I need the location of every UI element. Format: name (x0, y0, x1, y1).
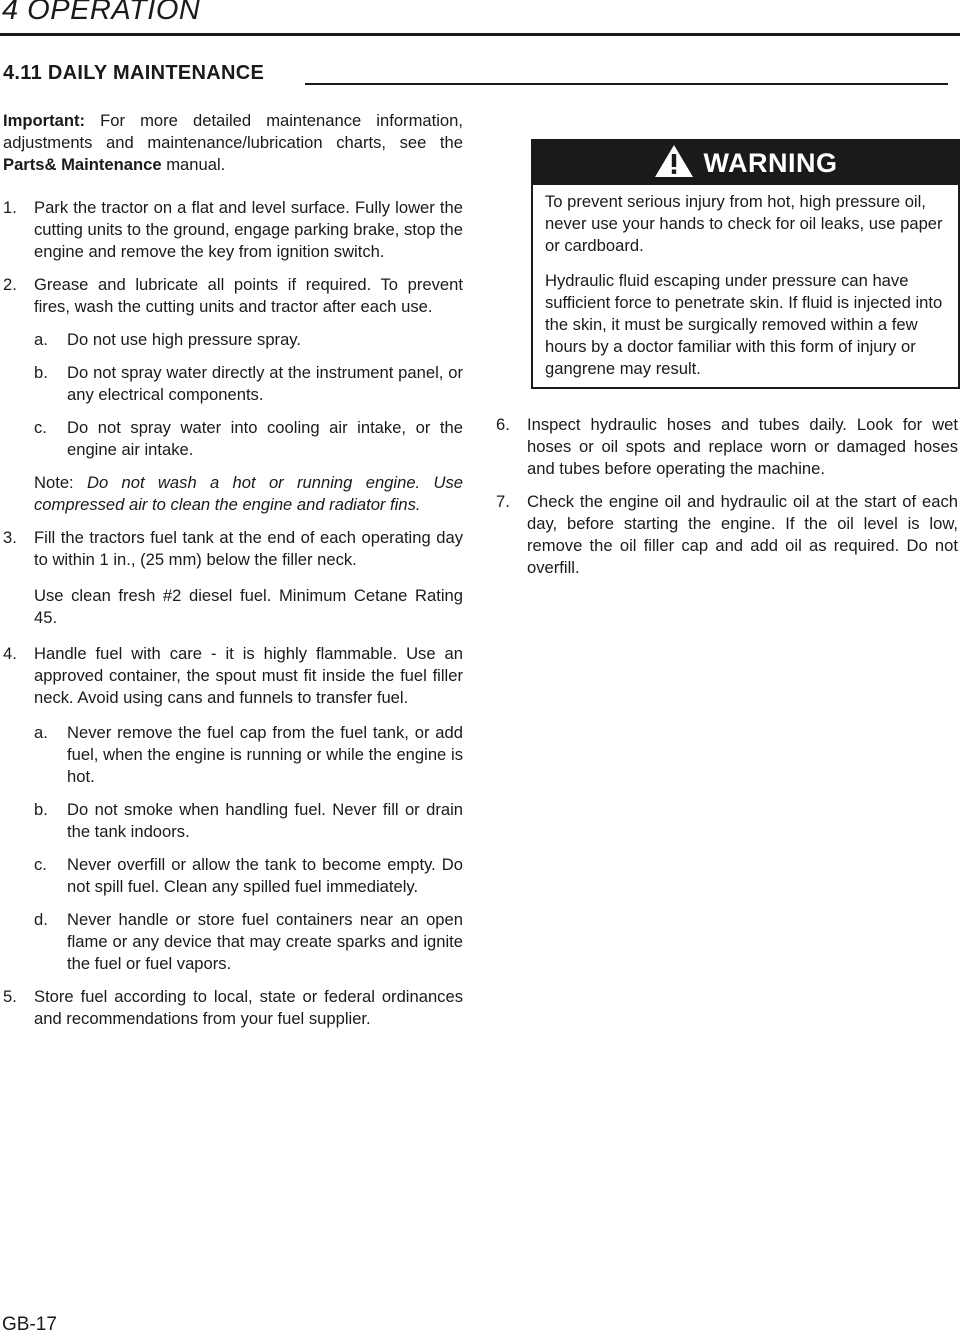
section-heading (3, 62, 948, 85)
note-paragraph (3, 472, 463, 516)
list-item-number: 1. (3, 198, 17, 217)
intro-paragraph (3, 110, 463, 176)
list-item-4 (3, 643, 463, 709)
sub-item-4a (3, 722, 463, 788)
sub-item-letter: c. (34, 855, 47, 874)
list-item-1 (3, 197, 463, 263)
sub-item-2a (3, 329, 463, 351)
sub-item-letter: d. (34, 910, 48, 929)
sub-item-text: Never remove the fuel cap from the fuel tank, or add fuel, when the engine is running or while the engine is hot. (67, 723, 463, 786)
list-item-number: 6. (496, 415, 510, 434)
intro-text: For more detailed maintenance information, adjustments and maintenance/lubrication charts, see the (3, 111, 463, 152)
list-item-number: 7. (496, 492, 510, 511)
list-item-5 (3, 986, 463, 1030)
sub-item-4c (3, 854, 463, 898)
note-text: Do not wash a hot or running engine. Use compressed air to clean the engine and radiator fins. (34, 473, 463, 514)
sub-item-text: Do not smoke when handling fuel. Never fill or drain the tank indoors. (67, 800, 463, 841)
section-heading-text: 4.11 DAILY MAINTENANCE (3, 62, 265, 84)
list-item-number: 4. (3, 644, 17, 663)
warning-triangle-icon (654, 144, 694, 183)
list-item-3 (3, 527, 463, 571)
list-item-text: Inspect hydraulic hoses and tubes daily. Look for wet hoses or oil spots and replace worn or damaged hoses and tubes before operating the machine. (527, 415, 958, 478)
note-label: Note: (34, 473, 74, 492)
list-item-text: Handle fuel with care - it is highly flammable. Use an approved container, the spout must fit inside the fuel filler neck. Avoid using cans and funnels to transfer fuel. (34, 644, 463, 707)
fuel-spec-paragraph: Use clean fresh #2 diesel fuel. Minimum Cetane Rating 45. (34, 586, 463, 627)
header-rule (0, 33, 960, 36)
intro-suffix: manual. (161, 155, 226, 174)
sub-item-letter: b. (34, 363, 48, 382)
left-column (3, 110, 463, 1030)
sub-item-letter: a. (34, 723, 48, 742)
sub-item-4d (3, 909, 463, 975)
sub-item-letter: c. (34, 418, 47, 437)
sub-item-4b (3, 799, 463, 843)
sub-item-text: Do not spray water directly at the instrument panel, or any electrical components. (67, 363, 463, 404)
sub-item-letter: b. (34, 800, 48, 819)
section-heading-rule (305, 83, 948, 85)
warning-box (531, 139, 960, 389)
list-item-text: Grease and lubricate all points if required. To prevent fires, wash the cutting units and tractor after each use. (34, 275, 463, 316)
sub-item-text: Do not use high pressure spray. (67, 330, 301, 349)
list-item-7 (496, 491, 958, 579)
right-column (496, 414, 958, 579)
manual-name: Parts& Maintenance (3, 155, 162, 174)
warning-paragraph-1: To prevent serious injury from hot, high pressure oil, never use your hands to check for oil leaks, use paper or cardboard. (545, 192, 943, 255)
sub-item-text: Do not spray water into cooling air intake, or the engine air intake. (67, 418, 463, 459)
list-item-text: Park the tractor on a flat and level surface. Fully lower the cutting units to the ground, engage parking brake, stop the engine and remove the key from ignition switch. (34, 198, 463, 261)
list-item-text: Store fuel according to local, state or federal ordinances and recommendations from your fuel supplier. (34, 987, 463, 1028)
list-item-text: Fill the tractors fuel tank at the end of each operating day to within 1 in., (25 mm) below the filler neck. (34, 528, 463, 569)
warning-body (545, 191, 949, 380)
list-item-number: 3. (3, 528, 17, 547)
list-item-2 (3, 274, 463, 318)
important-label: Important: (3, 111, 86, 130)
sub-item-2b (3, 362, 463, 406)
sub-item-text: Never overfill or allow the tank to become empty. Do not spill fuel. Clean any spilled fuel immediately. (67, 855, 463, 896)
list-item-6 (496, 414, 958, 480)
list-item-number: 2. (3, 275, 17, 294)
sub-item-text: Never handle or store fuel containers near an open flame or any device that may create sparks and ignite the fuel or fuel vapors. (67, 910, 463, 973)
list-item-number: 5. (3, 987, 17, 1006)
sub-item-2c (3, 417, 463, 461)
warning-header (533, 141, 958, 185)
sub-item-letter: a. (34, 330, 48, 349)
list-item-text: Check the engine oil and hydraulic oil at the start of each day, before starting the engine. If the oil level is low, remove the oil filler cap and add oil as required. Do not overfill. (527, 492, 958, 577)
warning-paragraph-2: Hydraulic fluid escaping under pressure can have sufficient force to penetrate skin. If fluid is injected into the skin, it must be surgically removed within a few hours by a doctor familiar with this form of injury or gangrene may result. (545, 271, 943, 378)
chapter-title: 4 OPERATION (2, 0, 201, 26)
page-number: GB-17 (2, 1314, 57, 1335)
warning-label: WARNING (703, 147, 838, 178)
